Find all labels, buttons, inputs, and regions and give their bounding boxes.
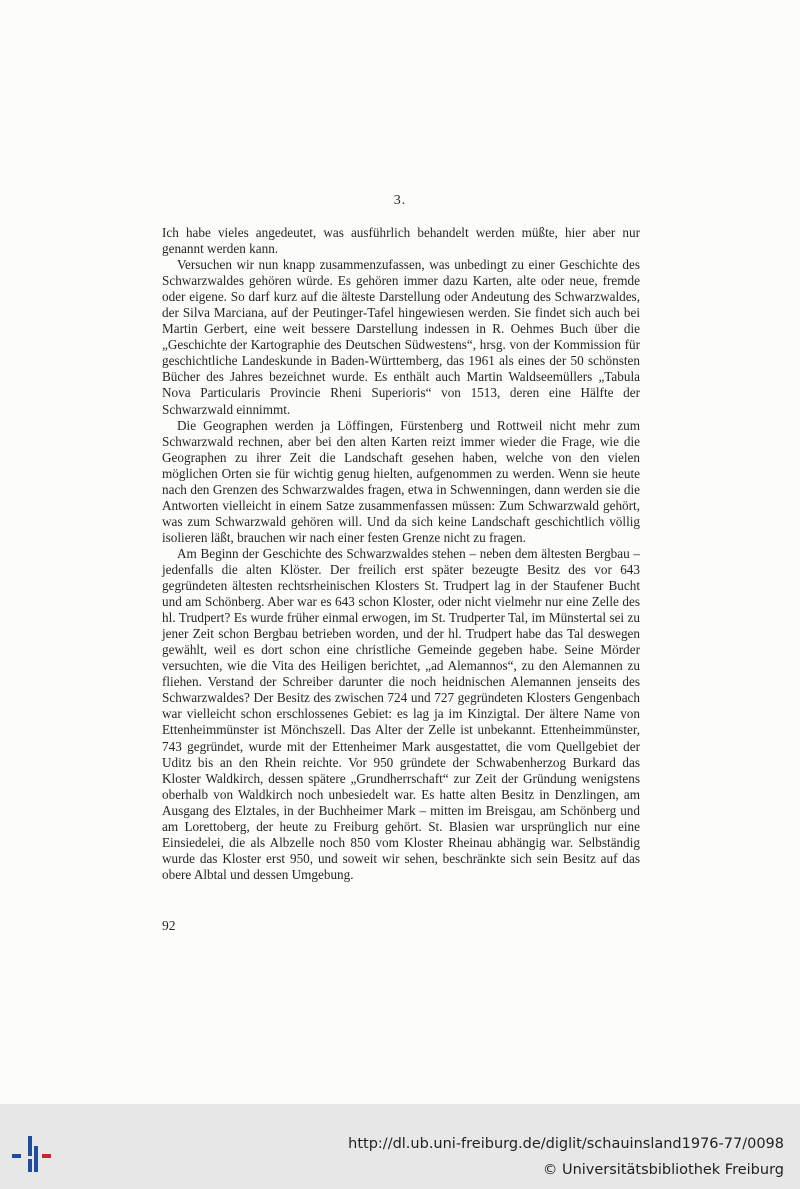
section-number: 3. [393, 193, 407, 208]
paragraph: Die Geographen werden ja Löffingen, Fürstenberg und Rottweil nicht mehr zum Schwarzwald rechnen, aber bei den alten Karten reizt immer wieder die Frage, wie die Geographen zu ihrer Zeit die Landschaft gesehen haben, welche von den vielen möglichen Orten sie für wichtig genug hielten, aufgenommen zu werden. Wenn sie heute nach den Grenzen des Schwarzwaldes fragen, etwa in Schwenningen, dann werden sie die Antworten vielleicht in einem Satze zusammenfassen müssen: Zum Schwarzwald gehört, was zum Schwarzwald gehören will. Und da sich keine Landschaft geschichtlich völlig isolieren läßt, brauchen wir nach einer festen Grenze nicht zu fragen. [162, 417, 640, 545]
footer-bar [0, 1104, 800, 1189]
permalink-url[interactable]: http://dl.ub.uni-freiburg.de/diglit/schauinsland1976-77/0098 [348, 1136, 784, 1152]
paragraph: Versuchen wir nun knapp zusammenzufassen, was unbedingt zu einer Geschichte des Schwarzwaldes gehören würde. Es gehören immer dazu Karten, alte oder neue, fremde oder eigene. So darf kurz auf die älteste Darstellung oder Andeutung des Schwarzwaldes, der Silva Marciana, auf der Peutinger-Tafel hingewiesen werden. Sie findet sich auch bei Martin Gerbert, eine weit bessere Darstellung indessen in R. Oehmes Buch über die „Geschichte der Kartographie des Deutschen Südwestens“, hrsg. von der Kommission für geschichtliche Landeskunde in Baden-Württemberg, das 1961 als eines der 50 schönsten Bücher des Jahres bezeichnet wurde. Es enthält auch Martin Waldseemüllers „Tabula Nova Particularis Provincie Rheni Superioris“ von 1513, deren eine Hälfte der Schwarzwald einnimmt. [162, 257, 640, 417]
paragraph: Ich habe vieles angedeutet, was ausführlich behandelt werden müßte, hier aber nur genannt werden kann. [162, 225, 640, 257]
paragraph: Am Beginn der Geschichte des Schwarzwaldes stehen – neben dem ältesten Bergbau – jedenfalls die alten Klöster. Der freilich erst später bezeugte Besitz des vor 643 gegründeten ältesten rechtsrheinischen Klosters St. Trudpert lag in der Staufener Bucht und am Schönberg. Aber war es 643 schon Kloster, oder nicht vielmehr nur eine Zelle des hl. Trudpert? Es wurde früher einmal erwogen, im St. Trudperter Tal, im Münstertal sei zu jener Zeit schon Bergbau betrieben worden, und der hl. Trudpert habe das Tal deswegen gewählt, weil es dort schon eine christliche Gemeinde gegeben habe. Seine Mörder versuchten, wie die Vita des Heiligen berichtet, „ad Alemannos“, zu den Alemannen zu fliehen. Verstand der Schreiber darunter die noch heidnischen Alemannen jenseits des Schwarzwaldes? Der Besitz des zwischen 724 und 727 gegründeten Klosters Gengenbach war vielleicht schon erschlossenes Gebiet: es lag ja im Kinzigtal. Der ältere Name von Ettenheimmünster ist Mönchszell. Das Alter der Zelle ist unbekannt. Ettenheimmünster, 743 gegründet, wurde mit der Ettenheimer Mark ausgestattet, die vom Quellgebiet der Uditz bis an den Rhein reichte. Vor 950 gründete der Schwabenherzog Burkard das Kloster Waldkirch, dessen spätere „Grundherrschaft“ zur Zeit der Gründung wenigstens oberhalb von Waldkirch noch unbesiedelt war. Es hatte alten Besitz in Denzlingen, am Ausgang des Elztales, in der Buchheimer Mark – mitten im Breisgau, am Schönberg und am Lorettoberg, der heute zu Freiburg gehört. St. Blasien war ursprünglich nur eine Einsiedelei, die als Albzelle noch 850 vom Kloster Rheinau abhängig war. Selbständig wurde das Kloster erst 950, und soweit wir sehen, beschränkte sich sein Besitz auf das obere Albtal und dessen Umgebung. [162, 545, 640, 882]
library-logo-icon [10, 1132, 54, 1176]
copyright-notice: © Universitätsbibliothek Freiburg [542, 1162, 784, 1178]
page-number: 92 [162, 918, 176, 933]
body-text [162, 225, 640, 883]
